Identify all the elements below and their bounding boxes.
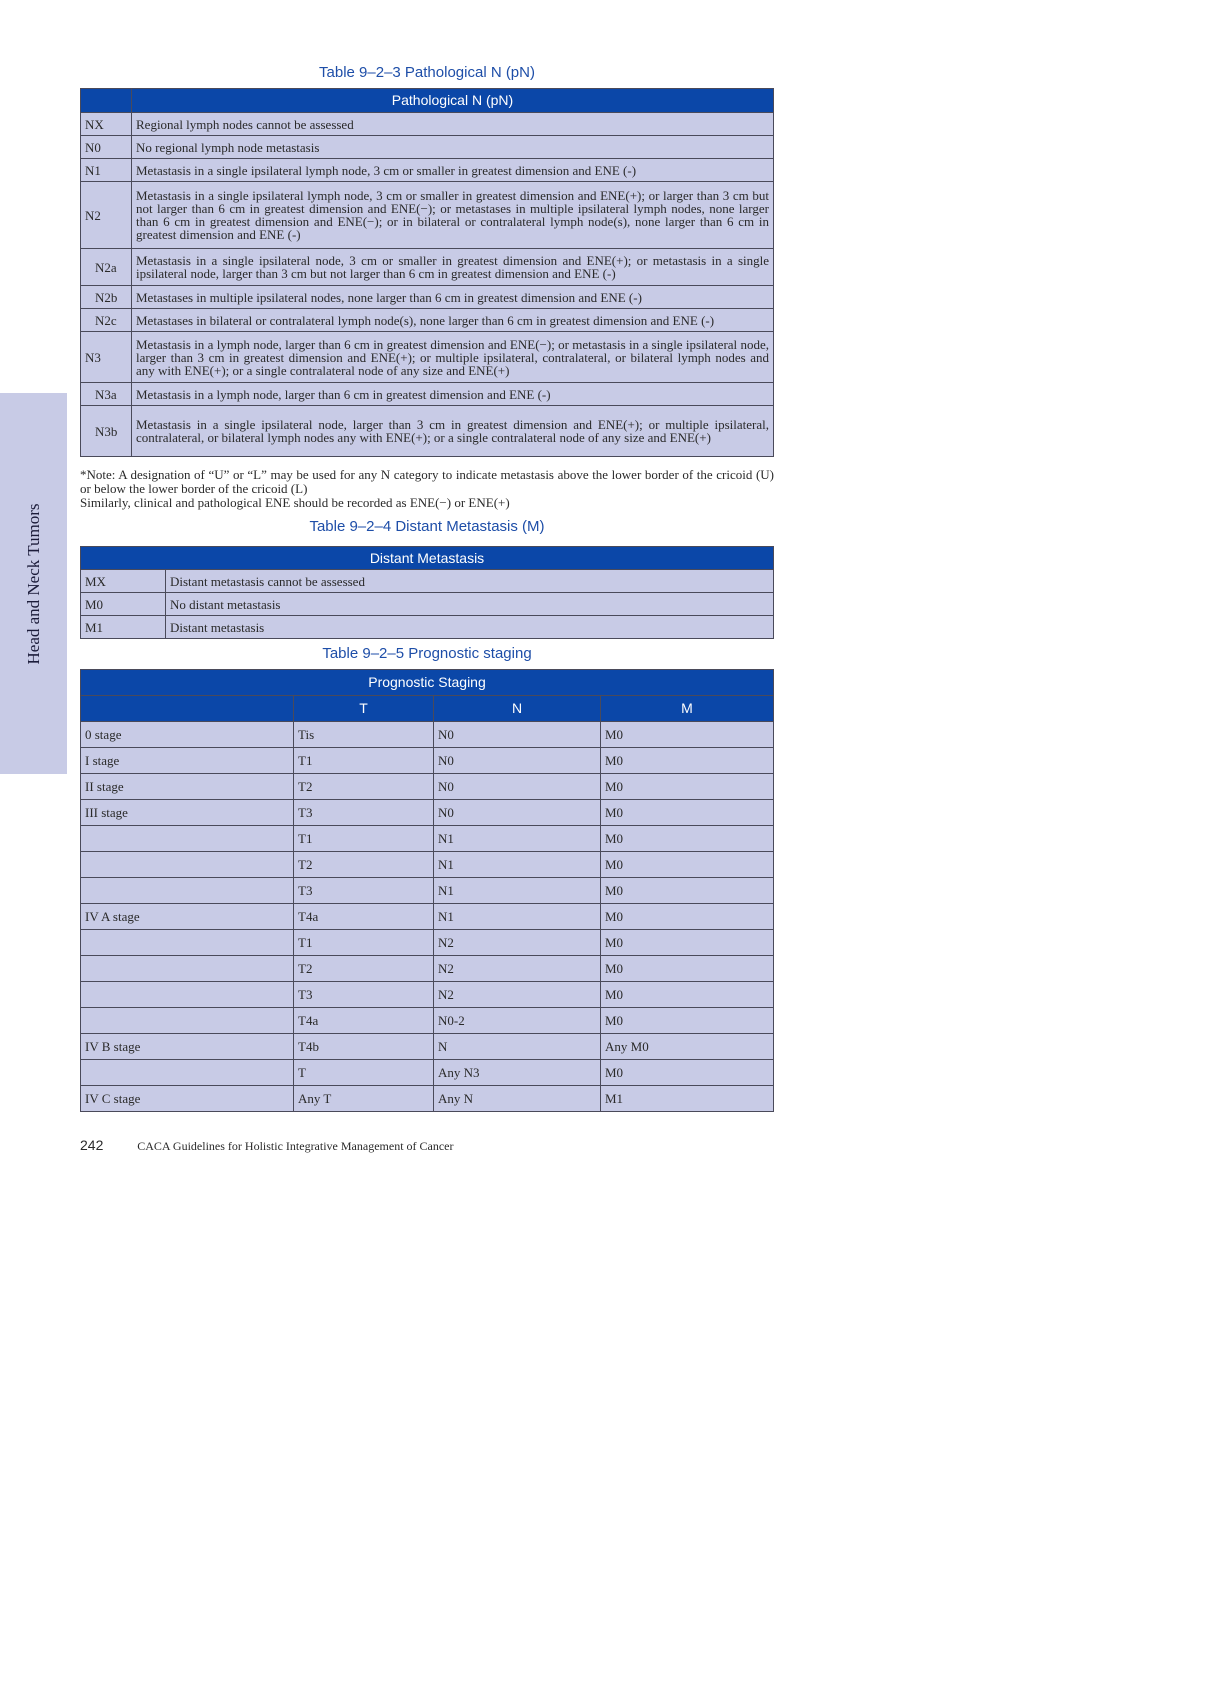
stage-cell: IV A stage: [81, 904, 294, 930]
n-code: N3b: [81, 406, 132, 457]
table-m-caption: Table 9–2–4 Distant Metastasis (M): [309, 518, 545, 535]
table-row: [81, 1034, 774, 1060]
n-description: Metastases in multiple ipsilateral nodes, none larger than 6 cm in greatest dimension and ENE (-): [132, 286, 774, 309]
table-row: [81, 722, 774, 748]
n-code: N2a: [81, 249, 132, 286]
table-row: [81, 383, 774, 406]
table-row: [81, 852, 774, 878]
stage-cell: IV C stage: [81, 1086, 294, 1112]
t-cell: T1: [294, 930, 434, 956]
table-row: [81, 182, 774, 249]
page-footer: [80, 1137, 454, 1154]
n-code: NX: [81, 113, 132, 136]
n-cell: N0: [434, 800, 601, 826]
n-cell: N0: [434, 722, 601, 748]
n-description: Metastases in bilateral or contralateral lymph node(s), none larger than 6 cm in greatest dimension and ENE (-): [132, 309, 774, 332]
n-cell: Any N: [434, 1086, 601, 1112]
m-cell: M0: [601, 722, 774, 748]
t-cell: T3: [294, 878, 434, 904]
page-number: 242: [80, 1137, 104, 1153]
n-description: Metastasis in a single ipsilateral node, 3 cm or smaller in greatest dimension and ENE(+); or metastasis in a single ipsilateral node, larger than 3 cm but not larger than 6 cm in greatest dimension and ENE (-): [132, 249, 774, 286]
n-description: Metastasis in a lymph node, larger than 6 cm in greatest dimension and ENE(−); or metastasis in a single ipsilateral node, larger than 3 cm in greatest dimension and ENE(+); or multiple ipsilateral, contralateral, or bilateral lymph nodes and any with ENE(+); or a single contralateral node of any size and ENE(+): [132, 332, 774, 383]
note-line-1: *Note: A designation of “U” or “L” may be used for any N category to indicate metastasis above the lower border of the cricoid (U) or below the lower border of the cricoid (L): [80, 467, 774, 496]
column-header-t: T: [294, 696, 434, 722]
stage-cell: [81, 826, 294, 852]
n-cell: N2: [434, 982, 601, 1008]
n-cell: N: [434, 1034, 601, 1060]
n-cell: N1: [434, 878, 601, 904]
n-code: N0: [81, 136, 132, 159]
n-code: N2b: [81, 286, 132, 309]
n-cell: N1: [434, 852, 601, 878]
stage-cell: III stage: [81, 800, 294, 826]
t-cell: T1: [294, 826, 434, 852]
stage-cell: [81, 878, 294, 904]
stage-cell: I stage: [81, 748, 294, 774]
m-cell: M0: [601, 1060, 774, 1086]
n-description: Metastasis in a single ipsilateral node, larger than 3 cm in greatest dimension and ENE(+); or multiple ipsilateral, contralateral, or bilateral lymph nodes any with ENE(+); or a single contralateral node of any size and ENE(+): [132, 406, 774, 457]
m-cell: M1: [601, 1086, 774, 1112]
t-cell: T: [294, 1060, 434, 1086]
m-cell: M0: [601, 956, 774, 982]
column-header-stage: [81, 696, 294, 722]
t-cell: T1: [294, 748, 434, 774]
stage-cell: [81, 1008, 294, 1034]
table-pn-caption: Table 9–2–3 Pathological N (pN): [319, 64, 535, 81]
m-cell: M0: [601, 826, 774, 852]
table-row: [81, 878, 774, 904]
table-row: [81, 286, 774, 309]
stage-cell: [81, 982, 294, 1008]
table-row: [81, 309, 774, 332]
table-row: [81, 748, 774, 774]
m-cell: M0: [601, 800, 774, 826]
m-cell: M0: [601, 904, 774, 930]
n-cell: N0: [434, 748, 601, 774]
table-row: [81, 249, 774, 286]
t-cell: T3: [294, 982, 434, 1008]
t-cell: T3: [294, 800, 434, 826]
table-header-spacer: [81, 89, 132, 113]
column-header-n: N: [434, 696, 601, 722]
table-row: [81, 616, 774, 639]
table-row: [81, 1086, 774, 1112]
n-cell: N1: [434, 826, 601, 852]
table-row: [81, 1060, 774, 1086]
table-row: [81, 570, 774, 593]
table-pathological-n: [80, 88, 774, 457]
m-cell: M0: [601, 774, 774, 800]
table-header: Pathological N (pN): [132, 89, 774, 113]
m-code: M0: [81, 593, 166, 616]
n-description: No regional lymph node metastasis: [132, 136, 774, 159]
table-row: [81, 159, 774, 182]
m-code: M1: [81, 616, 166, 639]
table-row: [81, 956, 774, 982]
note-line-2: Similarly, clinical and pathological ENE should be recorded as ENE(−) or ENE(+): [80, 495, 510, 510]
table-row: [81, 800, 774, 826]
n-code: N2: [81, 182, 132, 249]
stage-cell: [81, 852, 294, 878]
section-side-label: Head and Neck Tumors: [23, 502, 43, 665]
t-cell: T4a: [294, 1008, 434, 1034]
m-cell: M0: [601, 852, 774, 878]
m-description: No distant metastasis: [166, 593, 774, 616]
table-row: [81, 826, 774, 852]
stage-cell: IV B stage: [81, 1034, 294, 1060]
n-cell: N0: [434, 774, 601, 800]
n-code: N2c: [81, 309, 132, 332]
stage-cell: [81, 956, 294, 982]
n-cell: N2: [434, 956, 601, 982]
t-cell: T2: [294, 852, 434, 878]
m-cell: M0: [601, 878, 774, 904]
table-row: [81, 1008, 774, 1034]
n-code: N3: [81, 332, 132, 383]
t-cell: Any T: [294, 1086, 434, 1112]
table-header: Distant Metastasis: [81, 547, 774, 570]
table-row: [81, 982, 774, 1008]
table-distant-metastasis: [80, 546, 774, 639]
m-cell: M0: [601, 930, 774, 956]
m-cell: M0: [601, 748, 774, 774]
table-row: [81, 332, 774, 383]
table-header: Prognostic Staging: [81, 670, 774, 696]
stage-cell: [81, 1060, 294, 1086]
stage-cell: [81, 930, 294, 956]
n-description: Metastasis in a lymph node, larger than 6 cm in greatest dimension and ENE (-): [132, 383, 774, 406]
m-code: MX: [81, 570, 166, 593]
table-row: [81, 930, 774, 956]
table-note: [80, 468, 774, 510]
table-row: [81, 113, 774, 136]
table-row: [81, 904, 774, 930]
m-cell: Any M0: [601, 1034, 774, 1060]
column-header-m: M: [601, 696, 774, 722]
n-code: N1: [81, 159, 132, 182]
n-description: Regional lymph nodes cannot be assessed: [132, 113, 774, 136]
n-cell: N1: [434, 904, 601, 930]
stage-cell: 0 stage: [81, 722, 294, 748]
n-description: Metastasis in a single ipsilateral lymph node, 3 cm or smaller in greatest dimension and ENE(+); or larger than 3 cm but not larger than 6 cm in greatest dimension and ENE(−); or metastases in multiple ipsilateral lymph nodes, none larger than 6 cm in greatest dimension and ENE(−); or in bilateral or contralateral lymph node(s), none larger than 6 cm in greatest dimension and ENE (-): [132, 182, 774, 249]
table-prognostic-staging: [80, 669, 774, 1112]
table-row: [81, 593, 774, 616]
n-cell: N0-2: [434, 1008, 601, 1034]
section-side-tab: [0, 393, 67, 774]
n-cell: N2: [434, 930, 601, 956]
table-row: [81, 406, 774, 457]
table-stage-caption: Table 9–2–5 Prognostic staging: [322, 645, 532, 662]
m-description: Distant metastasis: [166, 616, 774, 639]
t-cell: T4a: [294, 904, 434, 930]
m-cell: M0: [601, 1008, 774, 1034]
m-cell: M0: [601, 982, 774, 1008]
n-cell: Any N3: [434, 1060, 601, 1086]
table-row: [81, 774, 774, 800]
stage-cell: II stage: [81, 774, 294, 800]
footer-title: CACA Guidelines for Holistic Integrative Management of Cancer: [137, 1139, 454, 1153]
table-row: [81, 136, 774, 159]
n-code: N3a: [81, 383, 132, 406]
n-description: Metastasis in a single ipsilateral lymph node, 3 cm or smaller in greatest dimension and ENE (-): [132, 159, 774, 182]
t-cell: Tis: [294, 722, 434, 748]
t-cell: T2: [294, 956, 434, 982]
t-cell: T2: [294, 774, 434, 800]
m-description: Distant metastasis cannot be assessed: [166, 570, 774, 593]
t-cell: T4b: [294, 1034, 434, 1060]
